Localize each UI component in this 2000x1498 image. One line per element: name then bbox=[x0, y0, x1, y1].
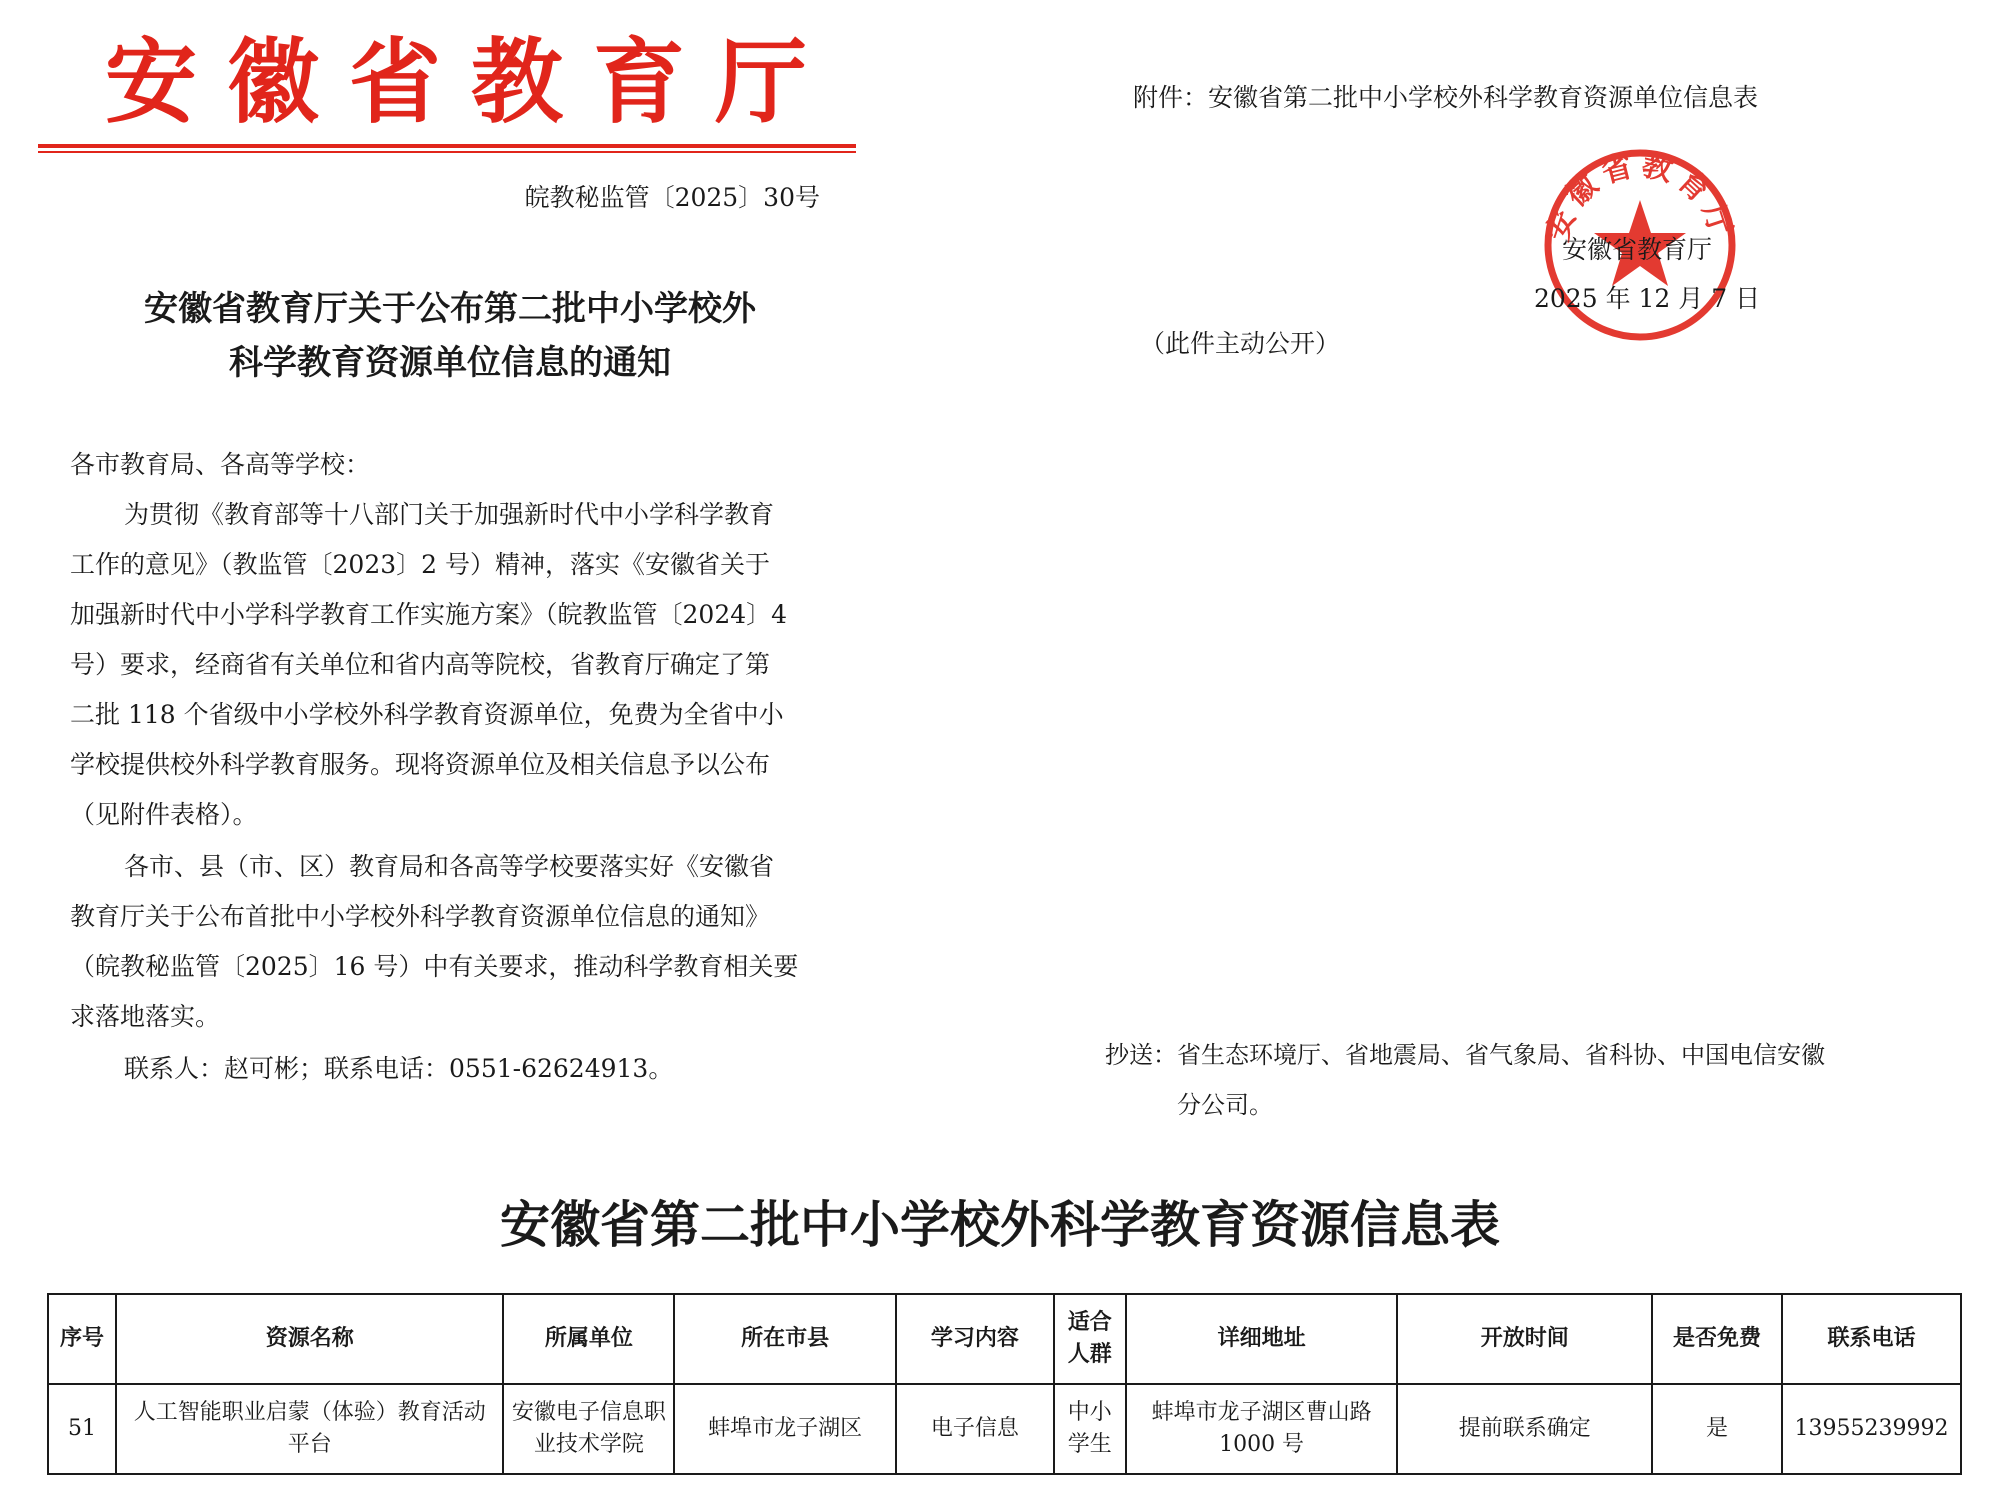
document-number: 皖教秘监管〔2025〕30号 bbox=[524, 183, 820, 212]
header-free: 是否免费 bbox=[1652, 1294, 1782, 1384]
paragraph-line: 为贯彻《教育部等十八部门关于加强新时代中小学科学教育 bbox=[124, 500, 775, 529]
header-address: 详细地址 bbox=[1126, 1294, 1398, 1384]
signature-org: 安徽省教育厅 bbox=[1562, 235, 1713, 264]
table-header-row bbox=[48, 1294, 1961, 1384]
header-phone: 联系电话 bbox=[1782, 1294, 1961, 1384]
paragraph-line: 学校提供校外科学教育服务。现将资源单位及相关信息予以公布 bbox=[70, 750, 771, 779]
notice-title-line-2: 科学教育资源单位信息的通知 bbox=[229, 343, 671, 383]
notice-title bbox=[90, 282, 810, 390]
seal-text: 安徽省教育厅 bbox=[1540, 147, 1740, 246]
paragraph-line: （皖教秘监管〔2025〕16 号）中有关要求，推动科学教育相关要 bbox=[70, 952, 799, 981]
cell-free: 是 bbox=[1652, 1384, 1782, 1474]
paragraph-line: 各市、县（市、区）教育局和各高等学校要落实好《安徽省 bbox=[124, 852, 775, 881]
header-affiliation: 所属单位 bbox=[503, 1294, 674, 1384]
red-rule-thick bbox=[38, 144, 856, 148]
contact-text: 联系人：赵可彬；联系电话：0551-62624913。 bbox=[124, 1054, 674, 1083]
header-audience: 适合人群 bbox=[1054, 1294, 1126, 1384]
paragraph-line: 教育厅关于公布首批中小学校外科学教育资源单位信息的通知》 bbox=[70, 902, 771, 931]
cc-line-1: 抄送：省生态环境厅、省地震局、省气象局、省科协、中国电信安徽 bbox=[1105, 1041, 1825, 1069]
cell-content: 电子信息 bbox=[896, 1384, 1054, 1474]
cell-phone: 13955239992 bbox=[1782, 1384, 1961, 1474]
header-seq: 序号 bbox=[48, 1294, 116, 1384]
cell-resource-name: 人工智能职业启蒙（体验）教育活动平台 bbox=[116, 1384, 504, 1474]
header-city-county: 所在市县 bbox=[674, 1294, 896, 1384]
paragraph-line: 求落地落实。 bbox=[70, 1002, 221, 1031]
header-content: 学习内容 bbox=[896, 1294, 1054, 1384]
cell-seq: 51 bbox=[48, 1384, 116, 1474]
red-rule-thin bbox=[38, 151, 856, 153]
public-note: （此件主动公开） bbox=[1140, 329, 1341, 358]
cc-list bbox=[1105, 1030, 1825, 1130]
cell-city-county: 蚌埠市龙子湖区 bbox=[674, 1384, 896, 1474]
attachment-note: 附件：安徽省第二批中小学校外科学教育资源单位信息表 bbox=[1133, 83, 1759, 112]
body-paragraph-2 bbox=[70, 842, 825, 1042]
resource-info-table bbox=[47, 1293, 1962, 1475]
salutation-text: 各市教育局、各高等学校： bbox=[70, 450, 371, 479]
header-resource-name: 资源名称 bbox=[116, 1294, 504, 1384]
contact-line bbox=[70, 1044, 825, 1094]
paragraph-line: 加强新时代中小学科学教育工作实施方案》（皖教监管〔2024〕4 bbox=[70, 600, 788, 629]
body-paragraph-1 bbox=[70, 490, 825, 840]
salutation bbox=[70, 440, 825, 490]
signature-date: 2025 年 12 月 7 日 bbox=[1534, 284, 1761, 313]
cell-address: 蚌埠市龙子湖区曹山路 1000 号 bbox=[1126, 1384, 1398, 1474]
table-title: 安徽省第二批中小学校外科学教育资源信息表 bbox=[500, 1195, 1500, 1254]
paragraph-line: （见附件表格）。 bbox=[70, 800, 258, 829]
cell-affiliation: 安徽电子信息职业技术学院 bbox=[503, 1384, 674, 1474]
cc-line-2: 分公司。 bbox=[1177, 1091, 1273, 1119]
table-row bbox=[48, 1384, 1961, 1474]
paragraph-line: 工作的意见》（教监管〔2023〕2 号）精神，落实《安徽省关于 bbox=[70, 550, 770, 579]
paragraph-line: 号）要求，经商省有关单位和省内高等院校，省教育厅确定了第 bbox=[70, 650, 771, 679]
header-open-time: 开放时间 bbox=[1397, 1294, 1652, 1384]
paragraph-line: 二批 118 个省级中小学校外科学教育资源单位，免费为全省中小 bbox=[70, 700, 784, 729]
cell-open-time: 提前联系确定 bbox=[1397, 1384, 1652, 1474]
notice-title-line-1: 安徽省教育厅关于公布第二批中小学校外 bbox=[144, 289, 756, 329]
org-masthead: 安徽省教育厅 bbox=[105, 29, 838, 136]
cell-audience: 中小学生 bbox=[1054, 1384, 1126, 1474]
